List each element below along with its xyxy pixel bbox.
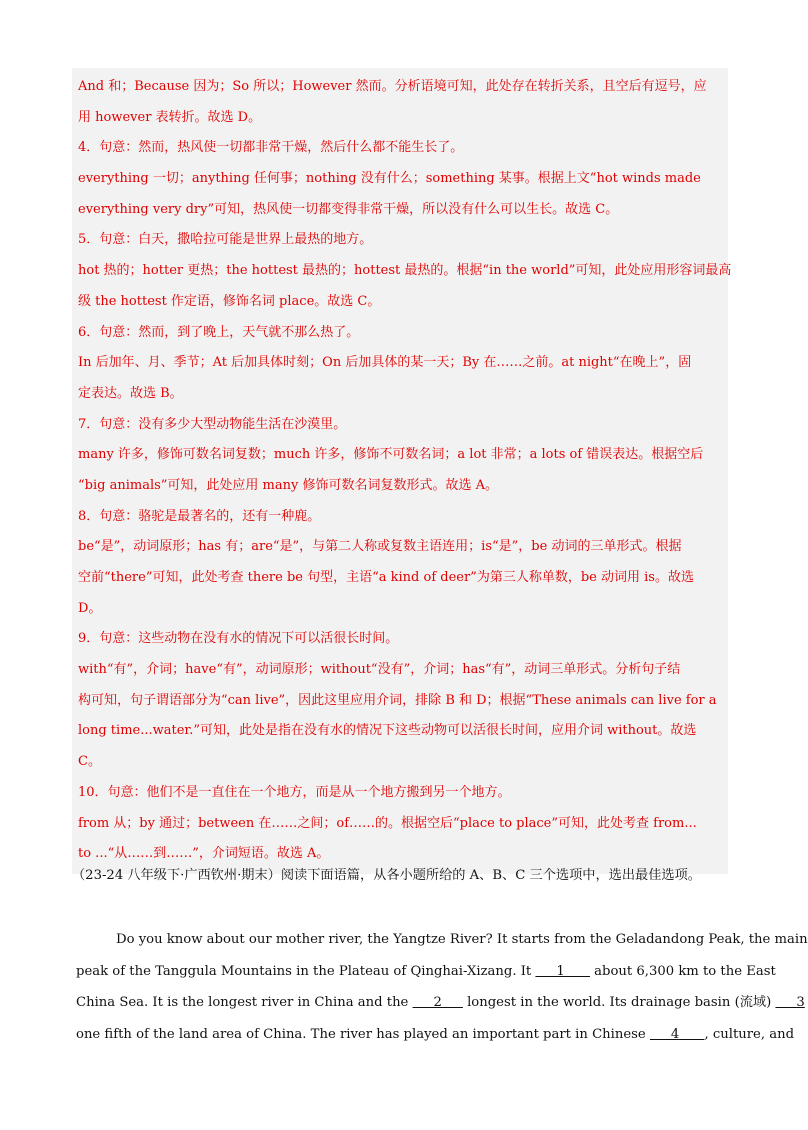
- passage-text: peak of the Tanggula Mountains in the Plateau of Qinghai-Xizang. It: [76, 963, 532, 979]
- answer-line: long time...water.”可知，此处是指在没有水的情况下这些动物可以活很长时间，应用介词 without。故选: [78, 723, 697, 739]
- passage-line: Do you know about our mother river, the Yangtze River? It starts from the Geladandong Peak, the main: [116, 932, 808, 947]
- answer-line: with“有”，介词；have“有”，动词原形；without“没有”，介词；has“有”，动词三单形式。分析句子结: [78, 662, 681, 678]
- answer-line: 级 the hottest 作定语，修饰名词 place。故选 C。: [78, 293, 381, 309]
- answer-line: everything 一切；anything 任何事；nothing 没有什么；something 某事。根据上文“hot winds made: [78, 171, 701, 187]
- answer-line: In 后加年、月、季节；At 后加具体时刻；On 后加具体的某一天；By 在……之前。at night“在晚上”，固: [78, 355, 692, 371]
- answer-line: everything very dry”可知，热风使一切都变得非常干燥，所以没有什么可以生长。故选 C。: [78, 201, 619, 217]
- answer-line: 6．句意：然而，到了晚上，天气就不那么热了。: [78, 324, 360, 340]
- answer-line: 用 however 表转折。故选 D。: [78, 109, 262, 125]
- reading-passage: [76, 924, 808, 1050]
- answer-line: And 和；Because 因为；So 所以；However 然而。分析语境可知，此处存在转折关系，且空后有逗号，应: [78, 79, 707, 94]
- passage-text: China Sea. It is the longest river in China and the: [76, 995, 409, 1010]
- answer-line: C。: [78, 754, 101, 770]
- blank-3: 3: [775, 995, 805, 1010]
- answer-line: 8．句意：骆驼是最著名的，还有一种鹿。: [78, 508, 321, 524]
- answer-line: “big animals”可知，此处应用 many 修饰可数名词复数形式。故选 A。: [78, 477, 498, 493]
- blank-4: 4: [649, 1026, 705, 1042]
- blank-2: 2: [412, 995, 463, 1010]
- answer-line: be“是”，动词原形；has 有；are“是”，与第二人称或复数主语连用；is“是”，be 动词的三单形式。根据: [78, 539, 682, 555]
- answer-line: from 从；by 通过；between 在……之间；of……的。根据空后“place to place”可知，此处考查 from...: [78, 815, 697, 831]
- answer-explanations: [72, 68, 732, 874]
- passage-line: [76, 1019, 795, 1051]
- answer-line: 10．句意：他们不是一直住在一个地方，而是从一个地方搬到另一个地方。: [78, 784, 511, 800]
- answer-line: 5．句意：白天，撒哈拉可能是世界上最热的地方。: [78, 232, 373, 248]
- answer-line: hot 热的；hotter 更热；the hottest 最热的；hottest 最热的。根据“in the world”可知，此处应用形容词最高: [78, 263, 732, 279]
- answer-line: 定表达。故选 B。: [78, 385, 183, 401]
- passage-text: one fifth of the land area of China. The river has played an important part in Chinese: [76, 1026, 646, 1042]
- passage-text: , culture, and: [704, 1026, 795, 1042]
- passage-text: longest in the world. Its drainage basin (流域): [467, 995, 772, 1010]
- answer-line: 构可知，句子谓语部分为“can live”，因此这里应用介词，排除 B 和 D；根据“These animals can live for a: [78, 692, 717, 708]
- answer-line: 7．句意：没有多少大型动物能生活在沙漠里。: [78, 416, 347, 432]
- answer-line: D。: [78, 600, 102, 616]
- answer-line: 空前“there”可知，此处考查 there be 句型，主语“a kind of deer”为第三人称单数，be 动词用 is。故选: [78, 570, 694, 585]
- passage-line: [76, 956, 776, 988]
- answer-line: 4．句意：然而，热风使一切都非常干燥，然后什么都不能生长了。: [78, 140, 464, 156]
- answer-line: many 许多，修饰可数名词复数；much 许多，修饰不可数名词；a lot 非常；a lots of 错误表达。根据空后: [78, 447, 704, 463]
- answer-line: to ...“从……到……”，介词短语。故选 A。: [78, 846, 330, 862]
- passage-text: about 6,300 km to the East: [594, 963, 776, 979]
- answer-line: 9．句意：这些动物在没有水的情况下可以活很长时间。: [78, 631, 399, 647]
- blank-1: 1: [535, 963, 590, 979]
- passage-line: [76, 987, 805, 1019]
- question-source-instruction: （23-24 八年级下·广西钦州·期末）阅读下面语篇，从各小题所给的 A、B、C 三个选项中，选出最佳选项。: [72, 868, 701, 883]
